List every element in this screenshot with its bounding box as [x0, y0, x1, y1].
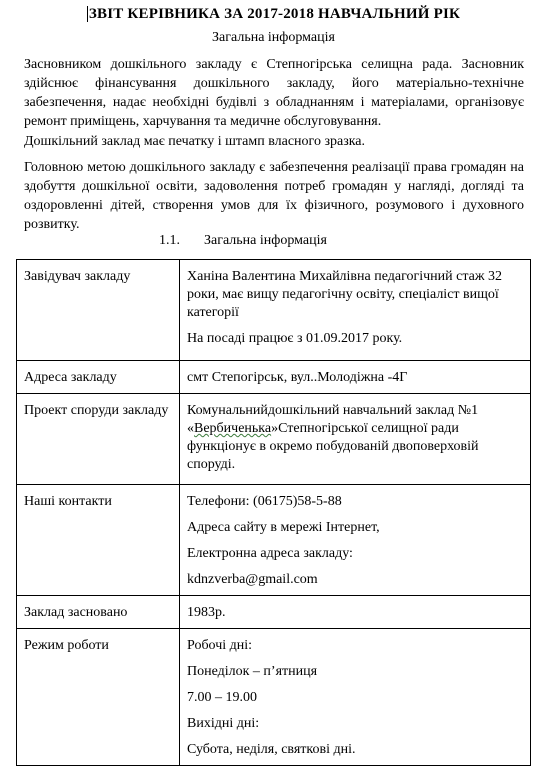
table-row-schedule: [17, 629, 531, 766]
value-line: Вихідні дні:: [187, 716, 260, 731]
value-line: [187, 402, 523, 474]
section-title: Загальна інформація: [204, 233, 327, 248]
info-table: [16, 259, 531, 766]
label-cell: Проект споруди закладу: [17, 394, 180, 485]
website-text: Адреса сайту в мережі Інтернет,: [187, 520, 380, 535]
value-line: 7.00 – 19.00: [187, 690, 257, 705]
value-cell: [180, 260, 531, 361]
label-cell: Наші контакти: [17, 485, 180, 596]
table-row-head: [17, 260, 531, 361]
building-text-part2: Вербиченька: [194, 421, 272, 436]
value-line: [187, 519, 523, 537]
value-line: Електронна адреса закладу:: [187, 546, 353, 561]
value-cell: [180, 629, 531, 766]
table-row-contacts: [17, 485, 531, 596]
value-cell: [180, 361, 531, 394]
general-info-subtitle: Загальна інформація: [212, 30, 335, 45]
section-heading: [159, 233, 327, 249]
value-line: На посаді працює з 01.09.2017 року.: [187, 331, 403, 346]
label-cell: Режим роботи: [17, 629, 180, 766]
label-cell: Заклад засновано: [17, 596, 180, 629]
building-text-part3: »Степногірської селищної ради функціонує в окремо побудованій двоповерховій споруді.: [187, 421, 479, 472]
founder-paragraph: Засновником дошкільного закладу є Степногірська селищна рада. Засновник здійснює фінансування дошкільного закладу, його матеріально-технічне забезпечення, надає необхідні будівлі з обладнанням і матеріалами, організовує ремонт приміщень, харчування та медичне обслуговування.: [24, 57, 524, 129]
report-title: [0, 6, 547, 23]
label-cell: Адреса закладу: [17, 361, 180, 394]
table-row-founded: [17, 596, 531, 629]
value-cell: [180, 485, 531, 596]
mission-paragraph: Головною метою дошкільного закладу є забезпечення реалізації права громадян на здобуття дошкільної освіти, задоволення потреб громадян у нагляді, догляді та оздоровленні дітей, створення умов для їх фізичного, розумового і духовного розвитку.: [24, 160, 524, 232]
report-title-part1: ЗВІТ КЕРІВНИКА ЗА: [88, 6, 244, 22]
building-text-part1: Комунальнийдошкільний навчальний заклад №1 «: [187, 403, 479, 436]
email-line: kdnzverba@gmail.com: [187, 572, 318, 587]
value-line: Телефони: (06175)58-5-88: [187, 494, 342, 509]
value-line: Робочі дні:: [187, 638, 253, 653]
table-row-building: [17, 394, 531, 485]
value-line: смт Степогірськ, вул..Молодіжна -4Г: [187, 370, 408, 385]
value-line: Ханіна Валентина Михайлівна педагогічний стаж 32 роки, має вищу педагогічну освіту, спеціаліст вищої категорії: [187, 269, 503, 320]
value-line: Субота, неділя, святкові дні.: [187, 742, 356, 757]
value-cell: [180, 394, 531, 485]
report-title-part2: 2017-2018 НАВЧАЛЬНИЙ РІК: [247, 6, 461, 22]
section-number: 1.1.: [159, 233, 180, 248]
stamp-paragraph: Дошкільний заклад має печатку і штамп власного зразка.: [24, 134, 366, 149]
value-cell: [180, 596, 531, 629]
label-cell: Завідувач закладу: [17, 260, 180, 361]
value-line: 1983р.: [187, 605, 226, 620]
value-line: Понеділок – п’ятниця: [187, 664, 318, 679]
table-row-address: [17, 361, 531, 394]
